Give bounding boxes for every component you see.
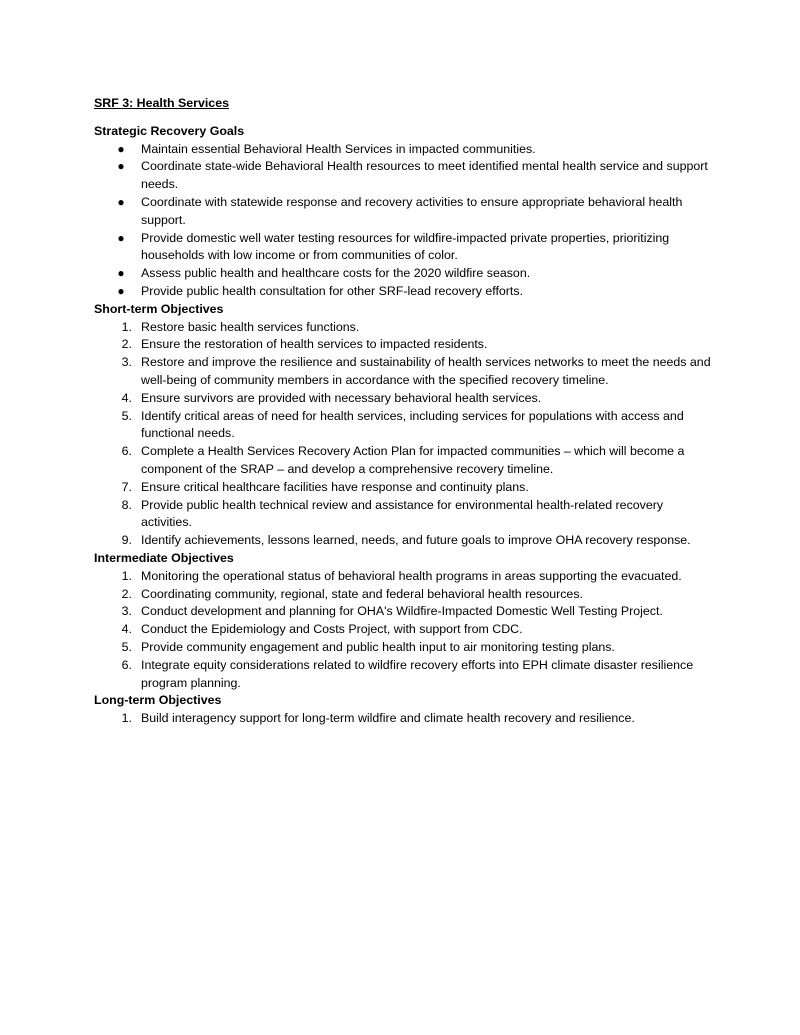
bullet-marker: ● [117, 230, 125, 245]
bullet-marker: ● [117, 141, 125, 156]
item-text: Restore and improve the resilience and sustainability of health services networks to meet the needs and well-being of community members in accordance with the specified recovery timeline. [141, 355, 711, 387]
bullet-marker: ● [117, 283, 125, 298]
item-text: Conduct development and planning for OHA's Wildfire-Impacted Domestic Well Testing Project. [141, 604, 663, 619]
item-text: Identify achievements, lessons learned, needs, and future goals to improve OHA recovery response. [141, 533, 691, 548]
item-text: Coordinating community, regional, state and federal behavioral health resources. [141, 586, 583, 601]
item-text: Ensure survivors are provided with necessary behavioral health services. [141, 390, 542, 405]
document-page [94, 95, 716, 728]
item-number: 6. [121, 657, 132, 672]
numbered-item [94, 621, 716, 639]
long-term-heading: Long-term Objectives [94, 693, 222, 708]
numbered-item [94, 639, 716, 657]
item-number: 1. [121, 319, 132, 334]
item-text: Coordinate state-wide Behavioral Health resources to meet identified mental health service and support needs. [141, 159, 708, 192]
item-text: Provide public health consultation for other SRF-lead recovery efforts. [141, 283, 524, 298]
item-number: 3. [121, 604, 132, 619]
item-number: 4. [121, 390, 132, 405]
bullet-item [94, 194, 716, 230]
numbered-item [94, 497, 716, 533]
item-number: 9. [121, 533, 132, 548]
numbered-item [94, 657, 716, 693]
long-term-list [94, 710, 716, 728]
item-number: 5. [121, 639, 132, 654]
item-text: Maintain essential Behavioral Health Services in impacted communities. [141, 141, 536, 156]
numbered-item [94, 586, 716, 604]
item-text: Provide domestic well water testing resources for wildfire-impacted private properties, prioritizing households with low income or from communities of color. [141, 230, 670, 263]
numbered-item [94, 603, 716, 621]
numbered-item [94, 443, 716, 479]
numbered-item [94, 479, 716, 497]
item-number: 5. [121, 408, 132, 423]
item-text: Complete a Health Services Recovery Action Plan for impacted communities – which will become a component of the SRAP – and develop a comprehensive recovery timeline. [141, 444, 685, 476]
bullet-item [94, 265, 716, 283]
numbered-item [94, 710, 716, 728]
item-number: 7. [121, 479, 132, 494]
item-number: 2. [121, 586, 132, 601]
bullet-item [94, 283, 716, 301]
item-number: 2. [121, 337, 132, 352]
item-text: Assess public health and healthcare costs for the 2020 wildfire season. [141, 266, 531, 281]
item-number: 1. [121, 568, 132, 583]
short-term-list [94, 319, 716, 550]
page-title: SRF 3: Health Services [94, 96, 229, 110]
short-term-heading: Short-term Objectives [94, 301, 224, 316]
bullet-marker: ● [117, 159, 125, 174]
numbered-item [94, 354, 716, 390]
item-text: Ensure critical healthcare facilities have response and continuity plans. [141, 479, 529, 494]
numbered-item [94, 390, 716, 408]
numbered-item [94, 408, 716, 444]
item-text: Provide community engagement and public health input to air monitoring testing plans. [141, 639, 615, 654]
numbered-item [94, 319, 716, 337]
item-number: 3. [121, 355, 132, 370]
goals-heading: Strategic Recovery Goals [94, 123, 245, 138]
numbered-item [94, 532, 716, 550]
item-number: 6. [121, 444, 132, 459]
item-number: 8. [121, 497, 132, 512]
numbered-item [94, 336, 716, 354]
item-text: Restore basic health services functions. [141, 319, 360, 334]
item-text: Coordinate with statewide response and recovery activities to ensure appropriate behavioral health support. [141, 194, 683, 227]
item-text: Ensure the restoration of health services to impacted residents. [141, 337, 488, 352]
numbered-item [94, 568, 716, 586]
item-text: Identify critical areas of need for health services, including services for populations with access and functional needs. [141, 408, 684, 441]
intermediate-heading: Intermediate Objectives [94, 550, 234, 565]
item-text: Conduct the Epidemiology and Costs Project, with support from CDC. [141, 622, 523, 637]
item-text: Monitoring the operational status of behavioral health programs in areas supporting the evacuated. [141, 568, 682, 583]
item-number: 4. [121, 622, 132, 637]
intermediate-list [94, 568, 716, 693]
bullet-item [94, 230, 716, 266]
bullet-marker: ● [117, 194, 125, 209]
goals-list [94, 141, 716, 301]
item-text: Provide public health technical review and assistance for environmental health-related recovery activities. [141, 497, 664, 530]
bullet-item [94, 141, 716, 159]
bullet-item [94, 158, 716, 194]
item-text: Integrate equity considerations related to wildfire recovery efforts into EPH climate disaster resilience program planning. [141, 657, 694, 690]
item-number: 1. [121, 711, 132, 726]
bullet-marker: ● [117, 266, 125, 281]
item-text: Build interagency support for long-term wildfire and climate health recovery and resilience. [141, 711, 635, 726]
